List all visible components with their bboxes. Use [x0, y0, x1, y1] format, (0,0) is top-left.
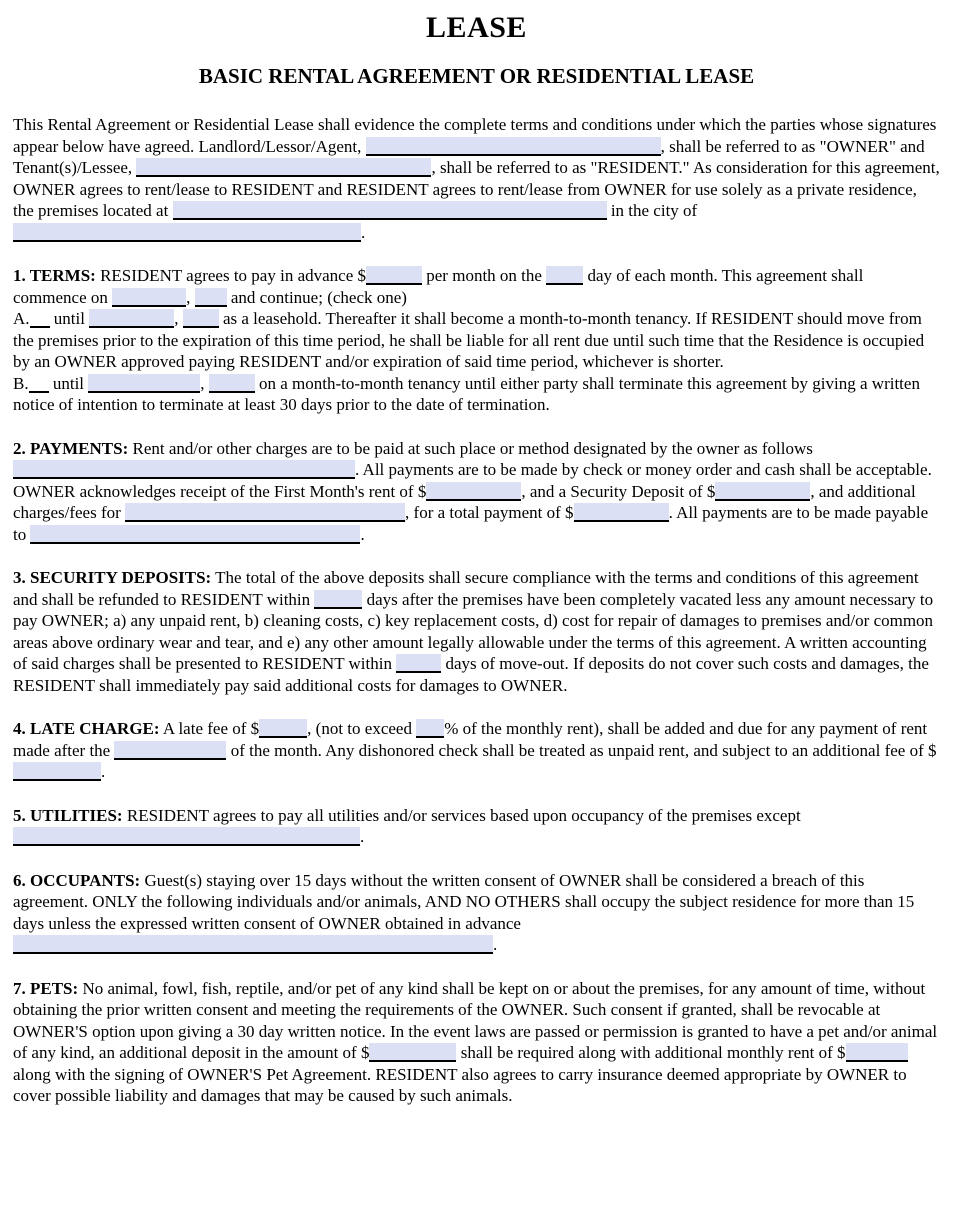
month-to-month-year-field[interactable] [209, 374, 255, 393]
section-late-charge-text: A late fee of $ [159, 719, 260, 738]
city-field[interactable] [13, 223, 361, 242]
section-late-charge-text: % of the monthly rent), shall be added and due for any payment of rent made after the [13, 719, 928, 760]
section-payments-heading: 2. PAYMENTS: [13, 438, 129, 458]
option-a-check-line [30, 314, 50, 328]
late-fee-percent-field[interactable] [416, 719, 444, 738]
intro-paragraph-text: This Rental Agreement or Residential Lease shall evidence the complete terms and conditions under which the parties whose signatures appear below have agreed. Landlord/Lessor/Agent, [13, 115, 937, 156]
section-terms-text: and continue; (check one) [226, 287, 407, 307]
first-month-rent-field[interactable] [426, 482, 521, 501]
late-fee-amount-field[interactable] [259, 719, 307, 738]
rent-due-day-field[interactable] [546, 266, 583, 285]
section-utilities [13, 805, 940, 848]
section-late-charge-text: , (not to exceed [307, 719, 417, 738]
document-body [13, 114, 940, 1107]
section-payments-text: . [360, 524, 365, 544]
total-payment-field[interactable] [574, 503, 669, 522]
occupants-list-field[interactable] [13, 935, 493, 954]
section-pets-text: shall be required along with additional monthly rent of $ [456, 1043, 846, 1062]
section-terms-text: B. [13, 373, 29, 393]
section-security-deposits-heading: 3. SECURITY DEPOSITS: [13, 568, 212, 587]
section-pets-text: along with the signing of OWNER'S Pet Agreement. RESIDENT also agrees to carry insurance deemed appropriate by OWNER to cover possible liability and damages that may be caused by such animals. [13, 1064, 907, 1105]
intro-paragraph-text: , shall be referred to as "RESIDENT." As consideration for this agreement, OWNER agrees to rent/lease to RESIDENT and RESIDENT agrees to rent/lease from OWNER for use solely as a private residence, the premises located at [13, 158, 940, 220]
section-terms-text: day of each month. This agreement shall commence on [13, 266, 864, 307]
section-pets [13, 978, 940, 1107]
section-terms-text: , [174, 309, 183, 328]
section-late-charge-heading: 4. LATE CHARGE: [13, 719, 160, 738]
section-security-deposits [13, 567, 940, 696]
section-payments [13, 438, 940, 546]
section-terms-text: until [48, 373, 89, 393]
section-security-deposits-text: The total of the above deposits shall secure compliance with the terms and conditions of this agreement and shall be refunded to RESIDENT within [13, 568, 919, 609]
intro-paragraph [13, 114, 940, 243]
pet-monthly-rent-field[interactable] [846, 1043, 908, 1062]
section-terms-text: per month on the [422, 266, 547, 285]
additional-charges-field[interactable] [125, 503, 405, 522]
intro-paragraph-text: . [361, 222, 366, 242]
section-terms-text: RESIDENT agrees to pay in advance $ [95, 266, 367, 285]
dishonored-check-fee-field[interactable] [13, 762, 101, 781]
security-deposit-field[interactable] [715, 482, 810, 501]
intro-paragraph-text: , shall be referred to as "OWNER" and Tenant(s)/Lessee, [13, 136, 925, 177]
section-terms-text: , [200, 373, 209, 393]
section-terms-text: on a month-to-month tenancy until either party shall terminate this agreement by giving a written notice of intention to terminate at least 30 days prior to the date of termination. [13, 373, 920, 414]
section-pets-text: No animal, fowl, fish, reptile, and/or pet of any kind shall be kept on or about the premises, for any amount of time, without obtaining the prior written consent and meeting the requirements of the OWNER. Such consent if granted, shall be revocable at OWNER'S option upon giving a 30 day written notice. In the event laws are passed or permission is granted to have a pet and/or animal of any kind, an additional deposit in the amount of $ [13, 978, 938, 1062]
section-occupants-text: Guest(s) staying over 15 days without the written consent of OWNER shall be considered a breach of this agreement. ONLY the following individuals and/or animals, AND NO OTHERS shall occupy the subject residence for more than 15 days unless the expressed written consent of OWNER obtained in advance [13, 870, 915, 933]
commencement-year-field[interactable] [195, 288, 227, 307]
section-terms-text: , [186, 287, 195, 307]
document-subtitle: BASIC RENTAL AGREEMENT OR RESIDENTIAL LEASE [198, 64, 755, 88]
leasehold-end-year-field[interactable] [183, 309, 219, 328]
section-utilities-text: RESIDENT agrees to pay all utilities and/or services based upon occupancy of the premises except [122, 805, 801, 825]
late-after-day-field[interactable] [114, 741, 226, 760]
section-terms-text: A. [13, 309, 30, 328]
section-security-deposits-text: days after the premises have been completely vacated less any amount necessary to pay OWNER; a) any unpaid rent, b) cleaning costs, c) key replacement costs, d) cost for repair of damages to premises and/or common areas above ordinary wear and tear, and e) any other amount legally allowable under the terms of this agreement. A written accounting of said charges shall be presented to RESIDENT within [13, 589, 934, 673]
section-utilities-heading: 5. UTILITIES: [13, 805, 123, 825]
payment-place-method-field[interactable] [13, 460, 355, 479]
section-security-deposits-text: days of move-out. If deposits do not cover such costs and damages, the RESIDENT shall immediately pay said additional costs for damages to OWNER. [13, 654, 929, 695]
section-late-charge [13, 718, 940, 783]
section-late-charge-text: . [101, 762, 106, 781]
section-occupants-heading: 6. OCCUPANTS: [13, 870, 141, 890]
document-title: LEASE [426, 11, 527, 44]
intro-paragraph-text: in the city of [606, 201, 698, 220]
section-occupants-text: . [493, 935, 498, 954]
monthly-rent-amount-field[interactable] [366, 266, 422, 285]
payable-to-field[interactable] [30, 525, 360, 544]
section-terms-heading: 1. TERMS: [13, 266, 96, 285]
section-payments-text: . All payments are to be made by check or money order and cash shall be acceptable. OWNER acknowledges receipt of the First Month's rent of $ [13, 460, 932, 501]
section-occupants [13, 870, 940, 956]
pet-deposit-field[interactable] [369, 1043, 456, 1062]
section-payments-text: , for a total payment of $ [405, 503, 574, 522]
section-terms-text: until [49, 309, 90, 328]
tenant-lessee-field[interactable] [136, 158, 431, 177]
premises-address-field[interactable] [173, 201, 607, 220]
option-b-check-line [29, 379, 49, 393]
accounting-days-field[interactable] [396, 654, 441, 673]
section-payments-text: Rent and/or other charges are to be paid at such place or method designated by the owner as follows [128, 438, 813, 458]
section-payments-text: , and a Security Deposit of $ [521, 481, 716, 501]
commencement-date-field[interactable] [112, 288, 186, 307]
section-utilities-text: . [360, 827, 365, 846]
landlord-lessor-agent-field[interactable] [366, 137, 661, 156]
month-to-month-date-field[interactable] [88, 374, 200, 393]
section-late-charge-text: of the month. Any dishonored check shall be treated as unpaid rent, and subject to an additional fee of $ [226, 740, 937, 760]
section-payments-text: , and additional charges/fees for [13, 481, 916, 522]
section-payments-text: . All payments are to be made payable to [13, 503, 929, 544]
utilities-exception-field[interactable] [13, 827, 360, 846]
leasehold-end-date-field[interactable] [89, 309, 174, 328]
section-terms [13, 265, 940, 416]
section-terms-text: as a leasehold. Thereafter it shall become a month-to-month tenancy. If RESIDENT should move from the premises prior to the expiration of this time period, he shall be liable for all rent due until such time that the Residence is occupied by an OWNER approved paying RESIDENT and/or expiration of said time period, whichever is shorter. [13, 309, 925, 371]
section-pets-heading: 7. PETS: [13, 978, 79, 998]
refund-days-field[interactable] [314, 590, 362, 609]
